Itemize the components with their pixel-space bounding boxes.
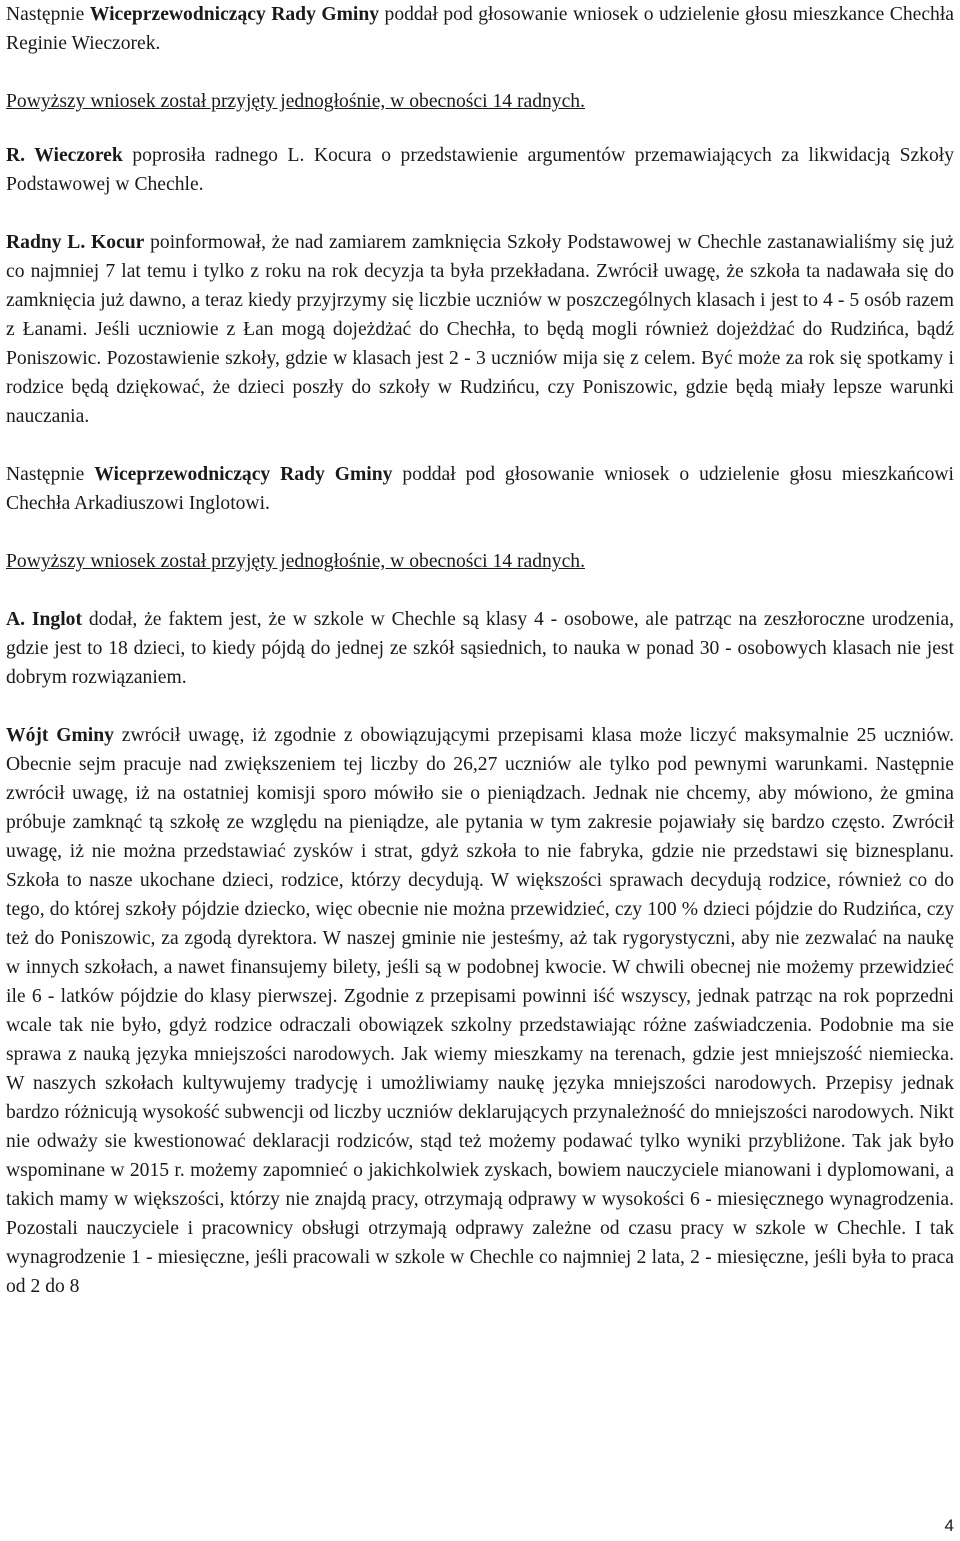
text-body: poddał pod głosowanie wniosek o udzielenie głosu mieszkańcowi Chechła Arkadiuszowi Inglotowi. <box>6 464 954 514</box>
text-body: zwrócił uwagę, iż zgodnie z obowiązującymi przepisami klasa może liczyć maksymalnie 25 uczniów. Obecnie sejm pracuje nad zwiększeniem tej liczby do 26,27 uczniów ale tylko pod pewnymi warunkami. Następnie zwrócił uwagę, iż na ostatniej komisji sporo mówiło sie o pieniądzach. Jednak nie chcemy, aby mówiono, że gmina próbuje zamknąć tą szkołę ze względu na pieniądze, ale pytania w tym zakresie pojawiały się bardzo często. Zwrócił uwagę, iż nie można przedstawiać zysków i strat, gdyż szkoła to nie fabryka, gdzie nie przedstawi się biznesplanu. Szkoła to nasze ukochane dzieci, rodzice, którzy decydują. W większości sprawach decydują rodzice, również co do tego, do której szkoły pójdzie dziecko, więc obecnie nie można przewidzieć, czy 100 % dzieci pójdzie do Rudzińca, czy też do Poniszowic, za zgodą dyrektora. W naszej gminie nie jesteśmy, aż tak rygorystyczni, aby nie zezwalać na naukę w innych szkołach, a nawet finansujemy bilety, jeśli są w podobnej kwocie. W chwili obecnej nie możemy przewidzieć ile 6 - latków pójdzie do klasy pierwszej. Zgodnie z przepisami powinni iść wszyscy, jednak patrząc na rok poprzedni wcale tak nie było, gdyż rodzice odraczali obowiązek szkolny przedstawiając różne zaświadczenia. Podobnie ma sie sprawa z nauką języka mniejszości narodowych. Jak wiemy mieszkamy na terenach, gdzie jest mniejszość niemiecka. W naszych szkołach kultywujemy tradycję i umożliwiamy naukę języka mniejszości narodowych. Przepisy jednak bardzo różnicują wysokość subwencji od liczby uczniów deklarujących przynależność do mniejszości narodowych. Nikt nie odważy sie kwestionować deklaracji rodziców, stąd też możemy podawać tylko wyniki przybliżone. Tak jak było wspominane w 2015 r. możemy zapomnieć o jakichkolwiek zyskach, bowiem nauczyciele mianowani i dyplomowani, a takich mamy w większości, którzy nie znajdą pracy, otrzymają odprawy w wysokości 6 - miesięcznego wynagrodzenia. Pozostali nauczyciele i pracownicy obsługi otrzymają odprawy zależne od czasu pracy w szkole w Chechle. I tak wynagrodzenie 1 - miesięczne, jeśli pracowali w szkole w Chechle co najmniej 2 lata, 2 - miesięczne, jeśli była to praca od 2 do 8 <box>6 725 954 1297</box>
text-body: dodał, że faktem jest, że w szkole w Chechle są klasy 4 - osobowe, ale patrząc na zeszłoroczne urodzenia, gdzie jest to 18 dzieci, to kiedy pójdą do jednej ze szkół sąsiednich, to nauka w ponad 30 - osobowych klasach nie jest dobrym rozwiązaniem. <box>6 609 954 688</box>
paragraph-inglot-statement <box>6 605 954 692</box>
paragraph-vote-result-2: Powyższy wniosek został przyjęty jednogłośnie, w obecności 14 radnych. <box>6 551 585 572</box>
text-body: poinformował, że nad zamiarem zamknięcia Szkoły Podstawowej w Chechle zastanawialiśmy się już co najmniej 7 lat temu i tylko z roku na rok decyzja ta była przekładana. Zwrócił uwagę, że szkoła ta nadawała się do zamknięcia już dawno, a teraz kiedy przyjrzymy się liczbie uczniów w poszczególnych klasach i jest to 4 - 5 osób razem z Łanami. Jeśli uczniowie z Łan mogą dojeżdżać do Chechła, to będą mogli również dojeżdżać do Rudzińca, bądź Poniszowic. Pozostawienie szkoły, gdzie w klasach jest 2 - 3 uczniów mija się z celem. Być może za rok się spotkamy i rodzice będą dziękować, że dzieci poszły do szkoły w Rudzińcu, czy Poniszowic, gdzie będą miały lepsze warunki nauczania. <box>6 232 954 427</box>
document-page <box>6 0 954 1301</box>
speaker-wieczorek: R. Wieczorek <box>6 145 123 166</box>
text-body: poprosiła radnego L. Kocura o przedstawienie argumentów przemawiających za likwidacją Szkoły Podstawowej w Chechle. <box>6 145 954 195</box>
speaker-vice-chairman: Wiceprzewodniczący Rady Gminy <box>94 464 393 485</box>
speaker-vice-chairman: Wiceprzewodniczący Rady Gminy <box>89 4 380 25</box>
speaker-wojt: Wójt Gminy <box>6 725 114 746</box>
speaker-inglot: A. Inglot <box>6 609 82 630</box>
speaker-kocur: Radny L. Kocur <box>6 232 145 253</box>
paragraph-vote-request-inglot <box>6 460 954 518</box>
text-intro: Następnie <box>6 4 90 25</box>
page-number: 4 <box>944 1516 954 1535</box>
paragraph-vote-result-1: Powyższy wniosek został przyjęty jednogłośnie, w obecności 14 radnych. <box>6 91 585 112</box>
paragraph-wojt-statement <box>6 721 954 1301</box>
paragraph-wieczorek-request <box>6 141 954 199</box>
text-body: poddał pod głosowanie wniosek o udzielenie głosu mieszkance Chechła Reginie Wieczorek. <box>6 4 954 54</box>
text-intro: Następnie <box>6 464 95 485</box>
paragraph-vote-request-wieczorek <box>6 0 954 58</box>
paragraph-kocur-statement <box>6 228 954 431</box>
